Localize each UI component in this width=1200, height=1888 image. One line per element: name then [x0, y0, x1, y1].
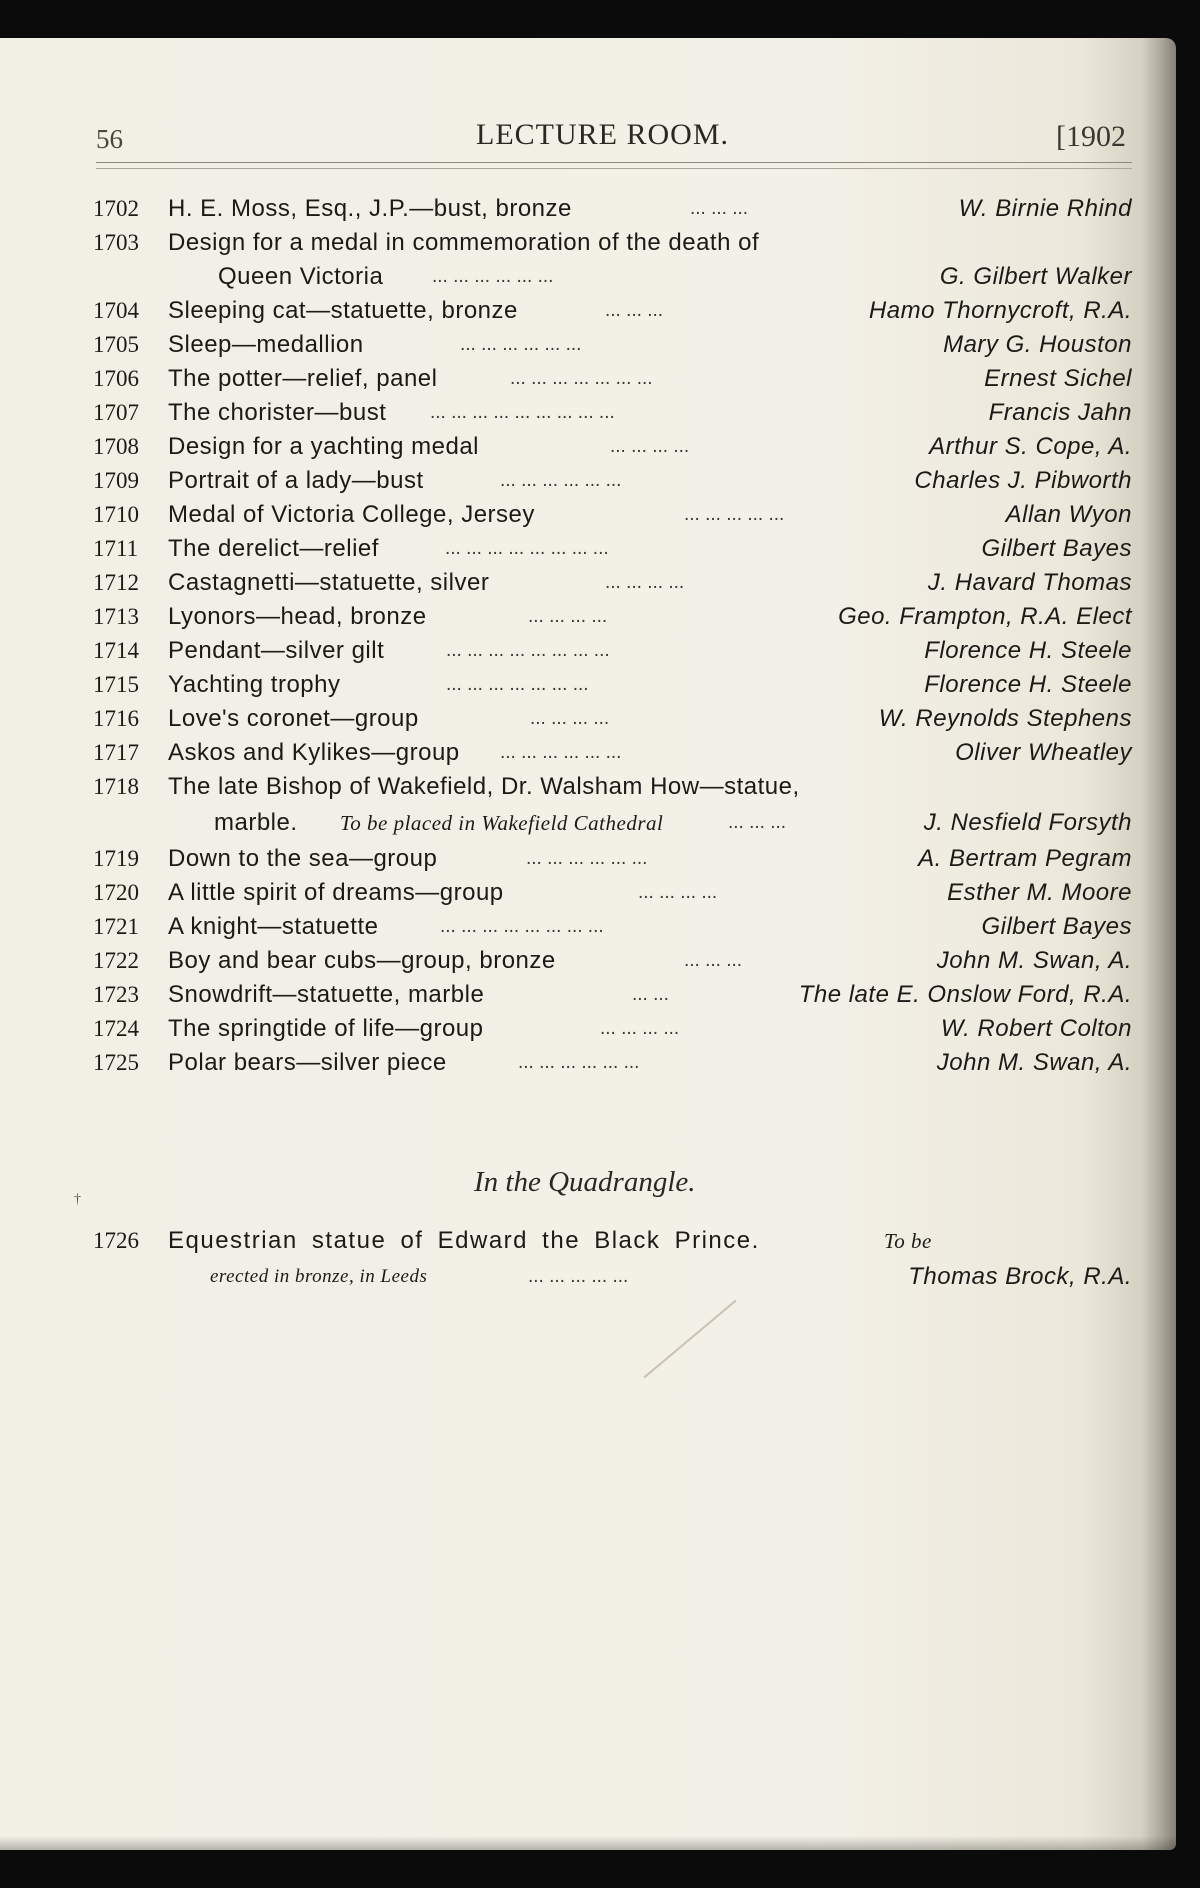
entry-title: Portrait of a lady—bust — [168, 467, 424, 494]
entry-note: erected in bronze, in Leeds — [210, 1266, 428, 1287]
catalogue-entry — [0, 978, 1176, 1012]
dot-leader: ... ... ... ... ... — [684, 504, 785, 525]
entry-artist: Gilbert Bayes — [981, 913, 1132, 940]
entry-number: 1726 — [93, 1228, 139, 1253]
entry-artist: Florence H. Steele — [924, 671, 1132, 698]
entry-artist: Esther M. Moore — [947, 879, 1132, 906]
entry-title: Polar bears—silver piece — [168, 1049, 447, 1076]
entry-number: 1704 — [93, 298, 139, 323]
catalogue-entry — [0, 294, 1176, 328]
entry-title: Design for a medal in commemoration of the death of — [168, 229, 760, 256]
catalogue-entry — [0, 634, 1176, 668]
catalogue-entry — [0, 1224, 1176, 1258]
page-number: 56 — [96, 124, 123, 154]
entry-title: Lyonors—head, bronze — [168, 603, 427, 630]
dot-leader: ... ... ... ... — [605, 572, 685, 593]
dot-leader: ... ... ... ... ... ... ... ... ... — [430, 402, 615, 423]
entry-artist: W. Birnie Rhind — [958, 195, 1132, 222]
entry-artist: J. Nesfield Forsyth — [923, 809, 1132, 836]
dot-leader: ... ... ... ... — [600, 1018, 680, 1039]
dot-leader: ... ... ... ... — [638, 882, 718, 903]
entry-title: H. E. Moss, Esq., J.P.—bust, bronze — [168, 195, 572, 222]
catalogue-entry — [0, 498, 1176, 532]
catalogue-entry — [0, 328, 1176, 362]
entry-title: Sleep—medallion — [168, 331, 364, 358]
entry-title: Down to the sea—group — [168, 845, 438, 872]
entry-number: 1711 — [93, 536, 139, 561]
entry-number: 1706 — [93, 366, 139, 391]
entry-number: 1725 — [93, 1050, 139, 1075]
entry-artist: J. Havard Thomas — [927, 569, 1132, 596]
printer-mark: † — [74, 1192, 81, 1207]
page-header — [0, 118, 1176, 158]
dot-leader: ... ... ... ... — [530, 708, 610, 729]
catalogue-entry-continuation — [0, 1260, 1176, 1294]
header-year: [1902 — [1056, 120, 1126, 153]
entry-number: 1707 — [93, 400, 139, 425]
entry-number: 1708 — [93, 434, 139, 459]
entry-number: 1717 — [93, 740, 139, 765]
dot-leader: ... ... ... — [690, 198, 749, 219]
dot-leader: ... ... ... — [684, 950, 743, 971]
dot-leader: ... ... ... ... ... ... — [432, 266, 554, 287]
header-rule — [96, 162, 1132, 163]
entry-number: 1702 — [93, 196, 139, 221]
catalogue-page — [0, 38, 1176, 1850]
entry-artist: John M. Swan, A. — [936, 947, 1132, 974]
entry-number: 1705 — [93, 332, 139, 357]
entry-title: Askos and Kylikes—group — [168, 739, 460, 766]
entry-title: Boy and bear cubs—group, bronze — [168, 947, 556, 974]
entry-number: 1709 — [93, 468, 139, 493]
entry-artist: Allan Wyon — [1005, 501, 1132, 528]
entry-title: Pendant—silver gilt — [168, 637, 385, 664]
catalogue-entry — [0, 600, 1176, 634]
dot-leader: ... ... — [632, 984, 669, 1005]
catalogue-entry — [0, 464, 1176, 498]
dot-leader: ... ... ... ... ... ... — [500, 470, 622, 491]
show-through-mark — [643, 1300, 736, 1379]
entry-number: 1723 — [93, 982, 139, 1007]
entry-artist: Francis Jahn — [988, 399, 1132, 426]
entry-title: Equestrian statue of Edward the Black Prince. — [168, 1227, 760, 1254]
catalogue-entry — [0, 702, 1176, 736]
catalogue-entry — [0, 1012, 1176, 1046]
dot-leader: ... ... ... ... ... — [528, 1266, 629, 1287]
entry-artist: John M. Swan, A. — [936, 1049, 1132, 1076]
page-title: LECTURE ROOM. — [476, 118, 729, 151]
dot-leader: ... ... ... ... ... ... ... ... — [446, 640, 610, 661]
catalogue-entry — [0, 736, 1176, 770]
catalogue-entry-continuation — [0, 806, 1176, 840]
entry-title: The derelict—relief — [168, 535, 379, 562]
catalogue-entry — [0, 910, 1176, 944]
catalogue-entry — [0, 430, 1176, 464]
entry-artist: G. Gilbert Walker — [939, 263, 1132, 290]
dot-leader: ... ... ... ... ... ... ... ... — [445, 538, 609, 559]
dot-leader: ... ... ... ... ... ... ... ... — [440, 916, 604, 937]
entry-artist: Gilbert Bayes — [981, 535, 1132, 562]
entry-number: 1713 — [93, 604, 139, 629]
entry-title: A little spirit of dreams—group — [168, 879, 504, 906]
entry-title: The springtide of life—group — [168, 1015, 484, 1042]
entry-number: 1716 — [93, 706, 139, 731]
entry-number: 1714 — [93, 638, 139, 663]
entry-title: Design for a yachting medal — [168, 433, 479, 460]
section-heading: In the Quadrangle. — [474, 1166, 696, 1198]
catalogue-entry — [0, 876, 1176, 910]
entry-number: 1712 — [93, 570, 139, 595]
entry-artist: Charles J. Pibworth — [914, 467, 1132, 494]
catalogue-entry — [0, 192, 1176, 226]
entry-number: 1721 — [93, 914, 139, 939]
entry-number: 1715 — [93, 672, 139, 697]
entry-title: The late Bishop of Wakefield, Dr. Walsham How—statue, — [168, 773, 800, 800]
entry-title: Sleeping cat—statuette, bronze — [168, 297, 518, 324]
entry-note: To be placed in Wakefield Cathedral — [340, 811, 664, 835]
dot-leader: ... ... ... ... — [528, 606, 608, 627]
entry-title-continued: Queen Victoria — [218, 263, 384, 290]
entry-artist: Geo. Frampton, R.A. Elect — [838, 603, 1132, 630]
entry-artist: Ernest Sichel — [984, 365, 1132, 392]
entry-number: 1724 — [93, 1016, 139, 1041]
entry-artist: W. Reynolds Stephens — [878, 705, 1132, 732]
entry-title: Yachting trophy — [168, 671, 341, 698]
catalogue-entry — [0, 226, 1176, 260]
entry-artist: Oliver Wheatley — [955, 739, 1132, 766]
dot-leader: ... ... ... — [605, 300, 664, 321]
header-rule-thin — [96, 168, 1132, 169]
entry-artist: Thomas Brock, R.A. — [908, 1263, 1132, 1290]
entry-title-continued: marble. — [214, 809, 298, 836]
entry-title: Love's coronet—group — [168, 705, 419, 732]
dot-leader: ... ... ... ... — [610, 436, 690, 457]
entry-title: Castagnetti—statuette, silver — [168, 569, 490, 596]
dot-leader: ... ... ... ... ... ... — [500, 742, 622, 763]
entry-artist: Mary G. Houston — [943, 331, 1132, 358]
entry-number: 1719 — [93, 846, 139, 871]
entry-number: 1710 — [93, 502, 139, 527]
catalogue-entry — [0, 944, 1176, 978]
catalogue-entry — [0, 396, 1176, 430]
catalogue-entry — [0, 842, 1176, 876]
entry-artist: Hamo Thornycroft, R.A. — [868, 297, 1132, 324]
entry-title: A knight—statuette — [168, 913, 379, 940]
dot-leader: ... ... ... — [728, 812, 787, 833]
entry-artist: W. Robert Colton — [940, 1015, 1132, 1042]
entry-title: The chorister—bust — [168, 399, 387, 426]
dot-leader: ... ... ... ... ... ... ... — [446, 674, 589, 695]
entry-artist: A. Bertram Pegram — [918, 845, 1132, 872]
dot-leader: ... ... ... ... ... ... — [460, 334, 582, 355]
entry-artist: Florence H. Steele — [924, 637, 1132, 664]
entry-title: Medal of Victoria College, Jersey — [168, 501, 535, 528]
entry-artist: Arthur S. Cope, A. — [929, 433, 1132, 460]
entry-number: 1720 — [93, 880, 139, 905]
entry-note: To be — [884, 1229, 932, 1253]
catalogue-entry — [0, 532, 1176, 566]
catalogue-entry — [0, 566, 1176, 600]
entry-number: 1718 — [93, 774, 139, 799]
entry-artist: The late E. Onslow Ford, R.A. — [798, 981, 1132, 1008]
catalogue-entry-continuation — [0, 260, 1176, 294]
catalogue-entry — [0, 362, 1176, 396]
entry-number: 1703 — [93, 230, 139, 255]
dot-leader: ... ... ... ... ... ... — [526, 848, 648, 869]
dot-leader: ... ... ... ... ... ... ... — [510, 368, 653, 389]
catalogue-entry — [0, 1046, 1176, 1080]
page-bottom-edge — [0, 1836, 1176, 1850]
dot-leader: ... ... ... ... ... ... — [518, 1052, 640, 1073]
entry-title: The potter—relief, panel — [168, 365, 438, 392]
entry-title: Snowdrift—statuette, marble — [168, 981, 485, 1008]
entry-number: 1722 — [93, 948, 139, 973]
catalogue-entry — [0, 668, 1176, 702]
catalogue-entry — [0, 770, 1176, 804]
